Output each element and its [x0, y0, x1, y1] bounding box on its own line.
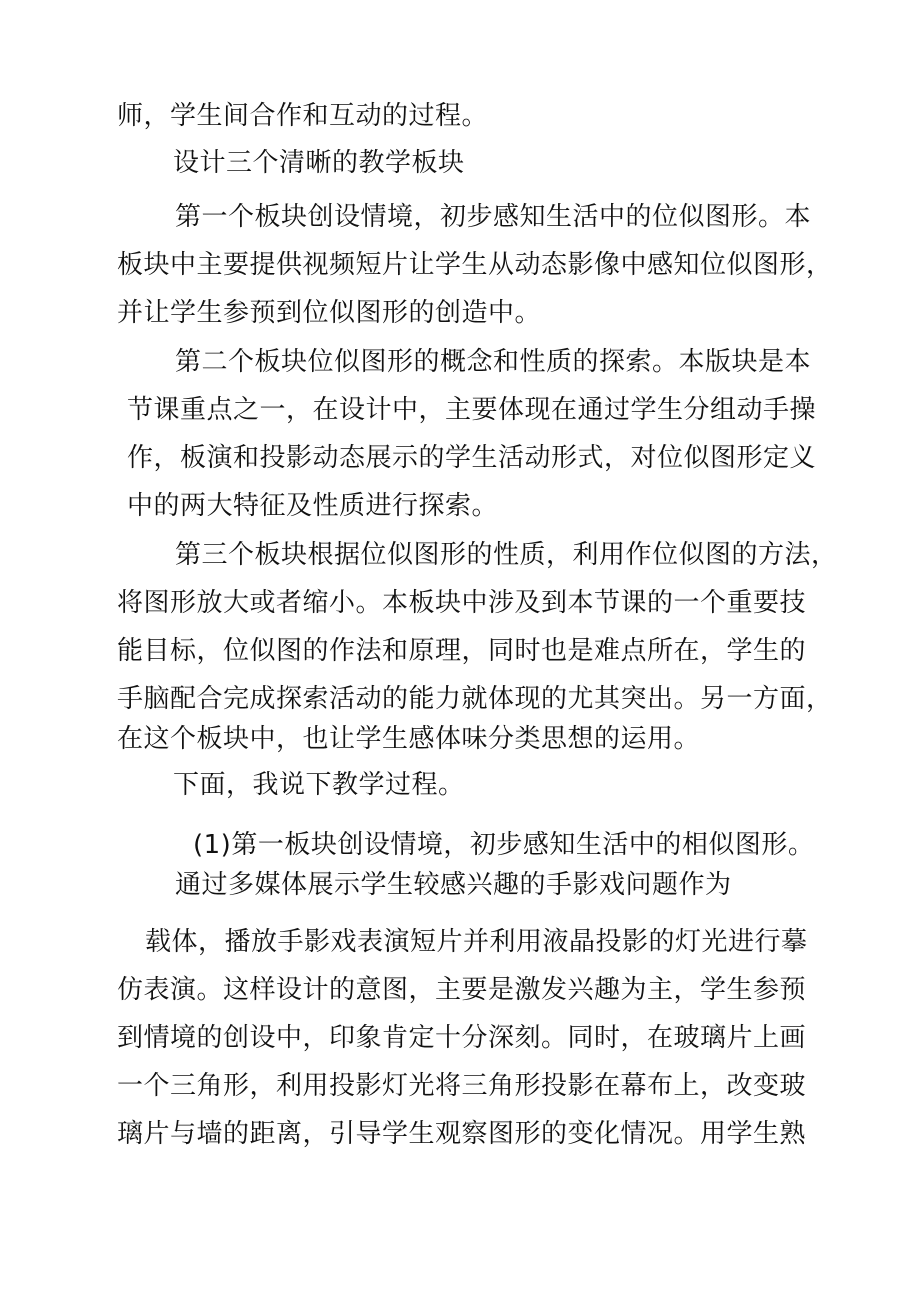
text-line: 第二个板块位似图形的概念和性质的探索。本版块是本: [175, 347, 812, 377]
text-line: 板块中主要提供视频短片让学生从动态影像中感知位似图形，: [117, 250, 833, 280]
text-line: 能目标，位似图的作法和原理，同时也是难点所在，学生的: [117, 636, 807, 666]
text-line: 将图形放大或者缩小。本板块中涉及到本节课的一个重要技: [117, 588, 807, 618]
text-line: 下面，我说下教学过程。: [173, 770, 465, 800]
text-line: 手脑配合完成探索活动的能力就体现的尤其突出。另一方面，: [117, 684, 833, 714]
text-line: 节课重点之一，在设计中，主要体现在通过学生分组动手操: [127, 395, 817, 425]
text-line: (1)第一板块创设情境，初步感知生活中的相似图形。: [193, 830, 815, 860]
text-line: 第一个板块创设情境，初步感知生活中的位似图形。本: [175, 202, 812, 232]
text-line: 设计三个清晰的教学板块: [173, 148, 465, 178]
text-line: 璃片与墙的距离，引导学生观察图形的变化情况。用学生熟: [117, 1119, 807, 1149]
text-line: 并让学生参预到位似图形的创造中。: [117, 298, 542, 328]
text-line: 第三个板块根据位似图形的性质，利用作位似图的方法，: [175, 540, 838, 570]
text-line: 在这个板块中，也让学生感体味分类思想的运用。: [117, 724, 701, 754]
text-line: 中的两大特征及性质进行探索。: [127, 491, 499, 521]
text-line: 仿表演。这样设计的意图，主要是激发兴趣为主，学生参预: [117, 975, 807, 1005]
text-line: 通过多媒体展示学生较感兴趣的手影戏问题作为: [175, 870, 732, 900]
text-line: 载体，播放手影戏表演短片并利用液晶投影的灯光进行摹: [145, 927, 808, 957]
text-line: 作，板演和投影动态展示的学生活动形式，对位似图形定义: [127, 443, 817, 473]
text-line: 到情境的创设中，印象肯定十分深刻。同时，在玻璃片上画: [117, 1023, 807, 1053]
text-line: 师，学生间合作和互动的过程。: [117, 101, 489, 131]
text-line: 一个三角形，利用投影灯光将三角形投影在幕布上，改变玻: [117, 1071, 807, 1101]
